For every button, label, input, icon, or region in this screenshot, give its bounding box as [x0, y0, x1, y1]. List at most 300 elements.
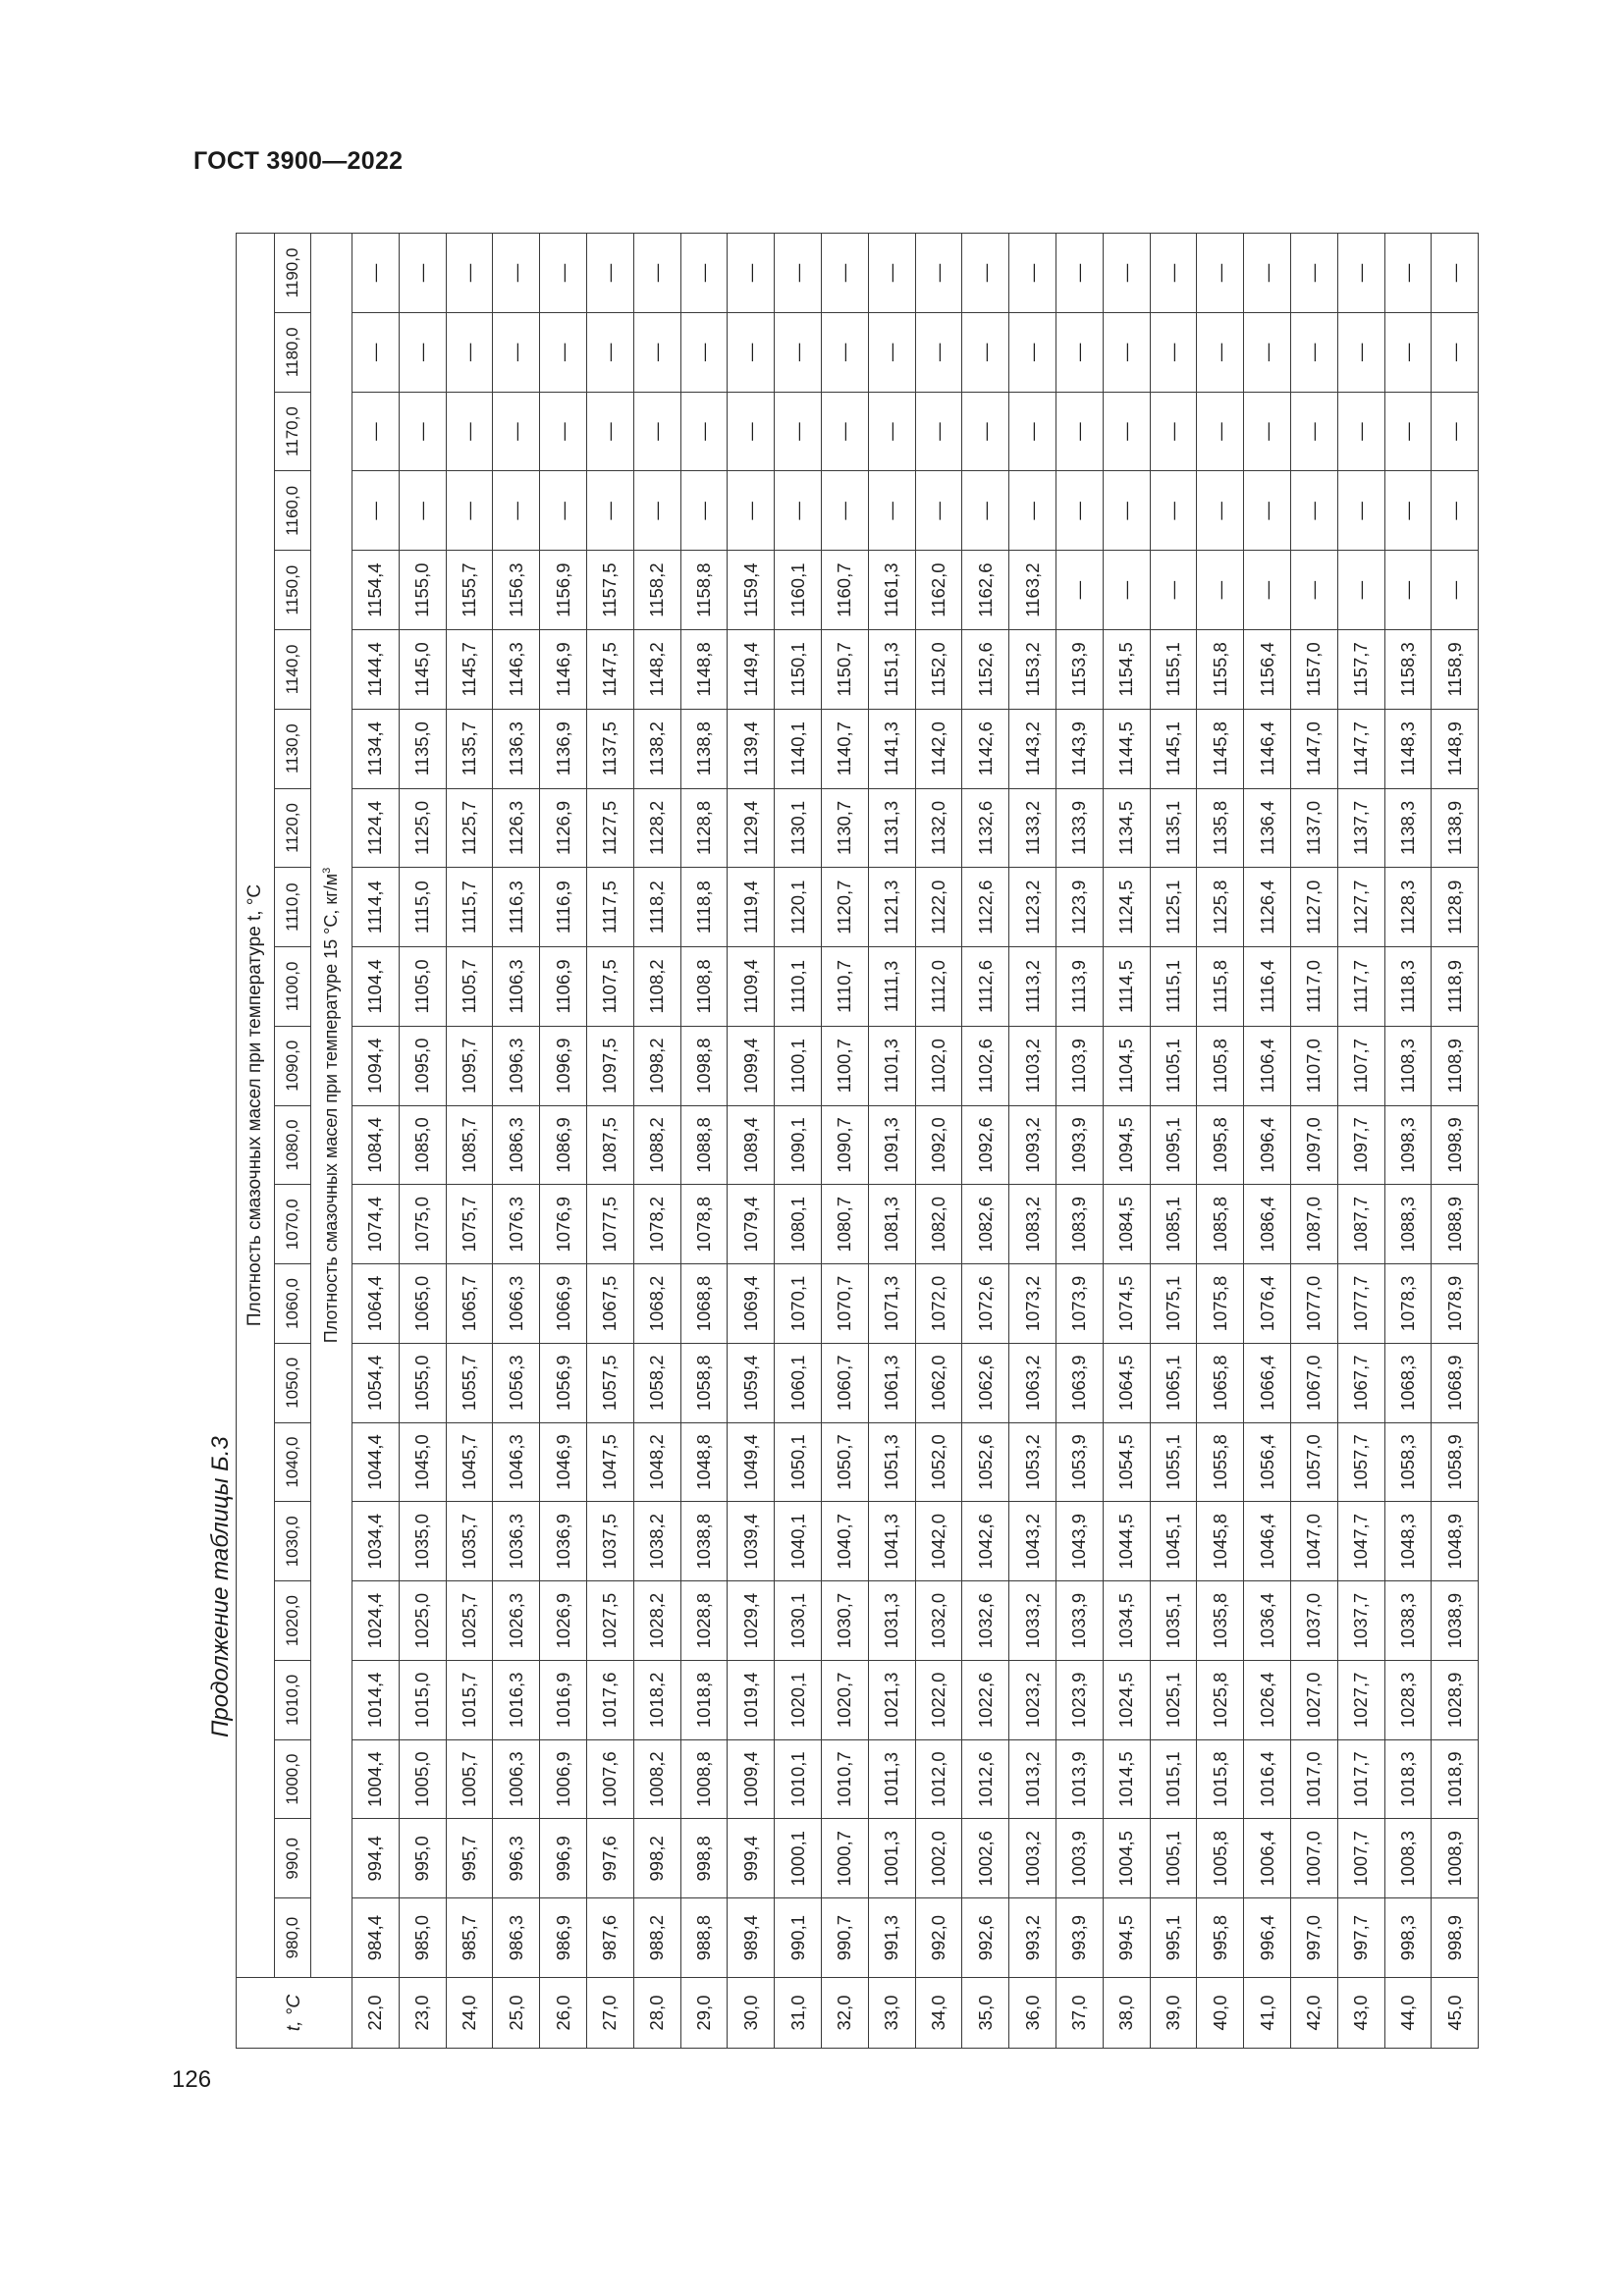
density-cell: —	[728, 234, 775, 313]
density-cell: 1033,9	[1056, 1581, 1103, 1661]
column-header: 1160,0	[275, 471, 311, 551]
density-cell: 1050,1	[775, 1422, 822, 1502]
density-cell: 1052,6	[962, 1422, 1009, 1502]
column-header: 1040,0	[275, 1422, 311, 1502]
column-header: 1110,0	[275, 868, 311, 947]
density-cell: 1005,1	[1150, 1819, 1197, 1898]
density-cell: —	[821, 471, 868, 551]
density-cell: 1141,3	[868, 709, 915, 788]
column-header: 1180,0	[275, 312, 311, 392]
table-row	[728, 234, 775, 2049]
density-cell: 1024,5	[1103, 1660, 1150, 1739]
table-row	[775, 234, 822, 2049]
density-cell: 1007,0	[1290, 1819, 1337, 1898]
density-cell: 1050,7	[821, 1422, 868, 1502]
density-cell: 1041,3	[868, 1502, 915, 1581]
density-cell: 1123,2	[1009, 868, 1056, 947]
density-cell: —	[586, 392, 633, 471]
density-cell: 1016,9	[540, 1660, 587, 1739]
density-cell: 1068,3	[1384, 1343, 1432, 1422]
density-cell: —	[1056, 551, 1103, 630]
density-cell: 1013,9	[1056, 1739, 1103, 1819]
density-cell: 995,1	[1150, 1898, 1197, 1978]
table-row	[446, 234, 493, 2049]
density-cell: 1018,3	[1384, 1739, 1432, 1819]
density-cell: 1147,0	[1290, 709, 1337, 788]
temperature-cell: 28,0	[633, 1978, 680, 2049]
density-cell: —	[1244, 551, 1291, 630]
table-row	[633, 234, 680, 2049]
density-cell: —	[1244, 234, 1291, 313]
density-cell: 1053,9	[1056, 1422, 1103, 1502]
density-cell: 1032,6	[962, 1581, 1009, 1661]
density-cell: —	[1432, 392, 1479, 471]
density-cell: —	[633, 312, 680, 392]
density-cell: 1058,3	[1384, 1422, 1432, 1502]
density-cell: —	[1432, 312, 1479, 392]
column-header: 980,0	[275, 1898, 311, 1978]
density-cell: 988,8	[680, 1898, 728, 1978]
density-cell: —	[399, 234, 446, 313]
density-cell: 1065,1	[1150, 1343, 1197, 1422]
density-cell: 1017,7	[1337, 1739, 1384, 1819]
density-cell: —	[821, 312, 868, 392]
density-cell: 1093,9	[1056, 1105, 1103, 1185]
density-cell: 1149,4	[728, 629, 775, 709]
density-cell: —	[1103, 551, 1150, 630]
density-cell: 1103,2	[1009, 1026, 1056, 1105]
table-row	[540, 234, 587, 2049]
density-cell: —	[1150, 392, 1197, 471]
density-cell: 1066,3	[493, 1264, 540, 1344]
table-row	[915, 234, 962, 2049]
density-cell: 1150,7	[821, 629, 868, 709]
column-header: 1170,0	[275, 392, 311, 471]
density-cell: 995,7	[446, 1819, 493, 1898]
density-cell: 1095,8	[1197, 1105, 1244, 1185]
document-header: ГОСТ 3900—2022	[193, 147, 404, 175]
density-cell: 1123,9	[1056, 868, 1103, 947]
density-cell: 1160,1	[775, 551, 822, 630]
density-cell: 1150,1	[775, 629, 822, 709]
density-cell: 1146,4	[1244, 709, 1291, 788]
density-cell: 1065,7	[446, 1264, 493, 1344]
density-cell: 990,1	[775, 1898, 822, 1978]
density-cell: —	[399, 471, 446, 551]
density-cell: —	[821, 234, 868, 313]
temperature-cell: 43,0	[1337, 1978, 1384, 2049]
density-cell: —	[821, 392, 868, 471]
density-cell: 1065,0	[399, 1264, 446, 1344]
density-cell: 1056,9	[540, 1343, 587, 1422]
density-cell: —	[352, 392, 400, 471]
density-cell: 1152,6	[962, 629, 1009, 709]
density-cell: 1094,4	[352, 1026, 400, 1105]
density-cell: 1035,1	[1150, 1581, 1197, 1661]
density-cell: 1088,2	[633, 1105, 680, 1185]
column-header: 1100,0	[275, 947, 311, 1027]
density-cell: 1035,8	[1197, 1581, 1244, 1661]
density-cell: 1155,8	[1197, 629, 1244, 709]
density-cell: 1156,3	[493, 551, 540, 630]
density-cell: —	[775, 234, 822, 313]
density-cell: 992,6	[962, 1898, 1009, 1978]
temperature-cell: 36,0	[1009, 1978, 1056, 2049]
density-cell: —	[868, 392, 915, 471]
temperature-cell: 29,0	[680, 1978, 728, 2049]
density-cell: 1045,1	[1150, 1502, 1197, 1581]
density-cell: —	[1009, 312, 1056, 392]
density-cell: 1136,3	[493, 709, 540, 788]
density-cell: 1142,6	[962, 709, 1009, 788]
density-cell: 1160,7	[821, 551, 868, 630]
density-cell: —	[1150, 471, 1197, 551]
density-cell: 1016,4	[1244, 1739, 1291, 1819]
density-cell: —	[1384, 471, 1432, 551]
temperature-cell: 24,0	[446, 1978, 493, 2049]
density-cell: 1075,8	[1197, 1264, 1244, 1344]
density-cell: 985,7	[446, 1898, 493, 1978]
density-cell: —	[962, 392, 1009, 471]
density-cell: 1135,8	[1197, 788, 1244, 868]
density-cell: 1155,7	[446, 551, 493, 630]
density-cell: 1058,8	[680, 1343, 728, 1422]
density-cell: 1158,8	[680, 551, 728, 630]
density-15-header: Плотность смазочных масел при температуре 15 °С, $кг/м^3$	[311, 234, 352, 1978]
density-cell: —	[1056, 234, 1103, 313]
density-cell: 986,3	[493, 1898, 540, 1978]
density-cell: 1038,9	[1432, 1581, 1479, 1661]
density-cell: 1155,0	[399, 551, 446, 630]
density-cell: —	[1197, 234, 1244, 313]
density-cell: —	[1337, 471, 1384, 551]
density-cell: —	[1432, 471, 1479, 551]
density-cell: 1066,9	[540, 1264, 587, 1344]
density-cell: 1088,9	[1432, 1185, 1479, 1264]
density-cell: —	[1290, 551, 1337, 630]
density-cell: 1096,9	[540, 1026, 587, 1105]
density-cell: —	[728, 312, 775, 392]
density-cell: —	[633, 234, 680, 313]
density-cell: 998,2	[633, 1819, 680, 1898]
density-cell: —	[1009, 234, 1056, 313]
density-cell: 1010,1	[775, 1739, 822, 1819]
density-cell: 1070,1	[775, 1264, 822, 1344]
density-cell: 1124,5	[1103, 868, 1150, 947]
density-cell: 1100,7	[821, 1026, 868, 1105]
density-cell: 1030,7	[821, 1581, 868, 1661]
density-cell: 1046,4	[1244, 1502, 1291, 1581]
table-row	[1290, 234, 1337, 2049]
density-cell: 1028,8	[680, 1581, 728, 1661]
density-cell: 1085,0	[399, 1105, 446, 1185]
density-cell: 1156,4	[1244, 629, 1291, 709]
column-header: 1190,0	[275, 234, 311, 313]
density-cell: 1059,4	[728, 1343, 775, 1422]
density-cell: 1056,4	[1244, 1422, 1291, 1502]
density-cell: 1126,4	[1244, 868, 1291, 947]
density-cell: 1136,9	[540, 709, 587, 788]
density-cell: 1115,0	[399, 868, 446, 947]
density-cell: 1148,8	[680, 629, 728, 709]
density-cell: 1115,1	[1150, 947, 1197, 1027]
temperature-cell: 41,0	[1244, 1978, 1291, 2049]
density-cell: 1080,1	[775, 1185, 822, 1264]
density-cell: 1016,3	[493, 1660, 540, 1739]
density-cell: 1015,0	[399, 1660, 446, 1739]
density-cell: 1019,4	[728, 1660, 775, 1739]
density-cell: 1126,9	[540, 788, 587, 868]
density-cell: 1104,5	[1103, 1026, 1150, 1105]
density-cell: 1020,1	[775, 1660, 822, 1739]
density-cell: 1049,4	[728, 1422, 775, 1502]
density-cell: —	[352, 312, 400, 392]
density-cell: 1087,0	[1290, 1185, 1337, 1264]
table-row	[1056, 234, 1103, 2049]
density-cell: —	[399, 312, 446, 392]
density-cell: —	[493, 234, 540, 313]
density-cell: 1078,8	[680, 1185, 728, 1264]
density-cell: 1062,0	[915, 1343, 962, 1422]
density-cell: 1085,7	[446, 1105, 493, 1185]
density-cell: 1121,3	[868, 868, 915, 947]
density-cell: 1159,4	[728, 551, 775, 630]
density-cell: 1006,9	[540, 1739, 587, 1819]
density-cell: 1031,3	[868, 1581, 915, 1661]
table-row	[1384, 234, 1432, 2049]
density-cell: —	[1103, 392, 1150, 471]
density-cell: —	[1337, 392, 1384, 471]
density-cell: 1042,6	[962, 1502, 1009, 1581]
density-cell: 1096,4	[1244, 1105, 1291, 1185]
table-row	[1197, 234, 1244, 2049]
density-cell: 1105,1	[1150, 1026, 1197, 1105]
density-cell: 1078,9	[1432, 1264, 1479, 1344]
density-cell: 988,2	[633, 1898, 680, 1978]
density-cell: 990,7	[821, 1898, 868, 1978]
density-cell: 1040,7	[821, 1502, 868, 1581]
density-cell: 1152,0	[915, 629, 962, 709]
temperature-cell: 37,0	[1056, 1978, 1103, 2049]
density-cell: 1157,7	[1337, 629, 1384, 709]
table-row	[821, 234, 868, 2049]
density-cell: 1110,1	[775, 947, 822, 1027]
density-cell: 1114,4	[352, 868, 400, 947]
density-cell: 1037,7	[1337, 1581, 1384, 1661]
density-cell: —	[540, 392, 587, 471]
density-cell: 1037,0	[1290, 1581, 1337, 1661]
density-cell: 1057,7	[1337, 1422, 1384, 1502]
temperature-cell: 27,0	[586, 1978, 633, 2049]
density-cell: 1002,6	[962, 1819, 1009, 1898]
density-cell: 1027,5	[586, 1581, 633, 1661]
density-cell: —	[352, 471, 400, 551]
density-cell: 1054,5	[1103, 1422, 1150, 1502]
density-cell: —	[915, 471, 962, 551]
density-cell: —	[1056, 392, 1103, 471]
density-cell: 991,3	[868, 1898, 915, 1978]
density-cell: 1048,8	[680, 1422, 728, 1502]
density-cell: 1035,7	[446, 1502, 493, 1581]
density-cell: 1106,4	[1244, 1026, 1291, 1105]
density-cell: 1028,9	[1432, 1660, 1479, 1739]
density-cell: 1106,3	[493, 947, 540, 1027]
density-cell: —	[1009, 392, 1056, 471]
density-cell: 1063,2	[1009, 1343, 1056, 1422]
density-cell: 1122,6	[962, 868, 1009, 947]
density-cell: 1099,4	[728, 1026, 775, 1105]
density-cell: —	[446, 234, 493, 313]
density-cell: 1117,0	[1290, 947, 1337, 1027]
density-cell: 1156,9	[540, 551, 587, 630]
density-cell: 1012,0	[915, 1739, 962, 1819]
density-cell: 1076,3	[493, 1185, 540, 1264]
density-cell: 1092,0	[915, 1105, 962, 1185]
density-cell: 1083,9	[1056, 1185, 1103, 1264]
density-cell: 1085,1	[1150, 1185, 1197, 1264]
density-cell: 1006,3	[493, 1739, 540, 1819]
density-cell: —	[1290, 471, 1337, 551]
density-cell: 1138,8	[680, 709, 728, 788]
density-cell: 1074,4	[352, 1185, 400, 1264]
density-cell: 1066,4	[1244, 1343, 1291, 1422]
density-cell: 997,7	[1337, 1898, 1384, 1978]
density-cell: 1044,5	[1103, 1502, 1150, 1581]
density-cell: 1015,1	[1150, 1739, 1197, 1819]
density-cell: —	[493, 312, 540, 392]
density-cell: 995,8	[1197, 1898, 1244, 1978]
density-cell: 1004,5	[1103, 1819, 1150, 1898]
density-cell: 1097,7	[1337, 1105, 1384, 1185]
density-cell: 1043,9	[1056, 1502, 1103, 1581]
density-cell: 1040,1	[775, 1502, 822, 1581]
density-table	[236, 233, 1479, 2049]
density-cell: 1036,9	[540, 1502, 587, 1581]
density-cell: 1006,4	[1244, 1819, 1291, 1898]
density-cell: 1005,0	[399, 1739, 446, 1819]
density-cell: —	[493, 471, 540, 551]
density-cell: —	[680, 392, 728, 471]
density-cell: 1010,7	[821, 1739, 868, 1819]
column-header: 1010,0	[275, 1660, 311, 1739]
table-row	[1432, 234, 1479, 2049]
density-cell: 1018,9	[1432, 1739, 1479, 1819]
density-cell: 1134,4	[352, 709, 400, 788]
density-cell: 1098,8	[680, 1026, 728, 1105]
density-cell: 1137,7	[1337, 788, 1384, 868]
density-cell: 1117,7	[1337, 947, 1384, 1027]
density-cell: 1015,8	[1197, 1739, 1244, 1819]
density-cell: 1017,0	[1290, 1739, 1337, 1819]
density-cell: 989,4	[728, 1898, 775, 1978]
density-cell: 1068,9	[1432, 1343, 1479, 1422]
density-cell: 1034,4	[352, 1502, 400, 1581]
density-cell: 1027,0	[1290, 1660, 1337, 1739]
density-cell: 1009,4	[728, 1739, 775, 1819]
density-cell: 1146,3	[493, 629, 540, 709]
density-cell: 1000,7	[821, 1819, 868, 1898]
density-cell: 1101,3	[868, 1026, 915, 1105]
density-cell: —	[1197, 551, 1244, 630]
density-cell: —	[1337, 312, 1384, 392]
density-cell: 1003,2	[1009, 1819, 1056, 1898]
density-cell: 1021,3	[868, 1660, 915, 1739]
density-cell: 1008,2	[633, 1739, 680, 1819]
density-cell: 1127,0	[1290, 868, 1337, 947]
density-cell: 1148,3	[1384, 709, 1432, 788]
density-cell: 1127,7	[1337, 868, 1384, 947]
density-cell: —	[1384, 312, 1432, 392]
density-cell: 1124,4	[352, 788, 400, 868]
density-cell: 992,0	[915, 1898, 962, 1978]
density-cell: 1108,9	[1432, 1026, 1479, 1105]
density-cell: —	[1197, 471, 1244, 551]
density-cell: 1076,4	[1244, 1264, 1291, 1344]
density-cell: 999,4	[728, 1819, 775, 1898]
density-cell: 1158,2	[633, 551, 680, 630]
table-row	[1244, 234, 1291, 2049]
density-cell: 1092,6	[962, 1105, 1009, 1185]
density-cell: 1126,3	[493, 788, 540, 868]
density-cell: 1012,6	[962, 1739, 1009, 1819]
density-cell: —	[540, 312, 587, 392]
density-cell: —	[775, 471, 822, 551]
density-cell: 1028,3	[1384, 1660, 1432, 1739]
density-cell: —	[868, 471, 915, 551]
density-cell: 1093,2	[1009, 1105, 1056, 1185]
density-cell: 1063,9	[1056, 1343, 1103, 1422]
density-cell: 1005,8	[1197, 1819, 1244, 1898]
density-cell: 1030,1	[775, 1581, 822, 1661]
density-cell: 1091,3	[868, 1105, 915, 1185]
density-cell: 1120,7	[821, 868, 868, 947]
density-cell: 1074,5	[1103, 1264, 1150, 1344]
density-cell: 1153,9	[1056, 629, 1103, 709]
table-caption-container	[204, 1436, 238, 1737]
density-cell: 1136,4	[1244, 788, 1291, 868]
density-cell: 1129,4	[728, 788, 775, 868]
density-cell: —	[728, 471, 775, 551]
table-row	[1103, 234, 1150, 2049]
density-cell: 985,0	[399, 1898, 446, 1978]
density-cell: 1115,7	[446, 868, 493, 947]
density-cell: 1163,2	[1009, 551, 1056, 630]
density-cell: 1133,2	[1009, 788, 1056, 868]
density-cell: 1000,1	[775, 1819, 822, 1898]
density-cell: —	[1244, 471, 1291, 551]
density-cell: 1145,0	[399, 629, 446, 709]
density-cell: 1048,3	[1384, 1502, 1432, 1581]
density-cell: 1100,1	[775, 1026, 822, 1105]
density-cell: —	[915, 312, 962, 392]
density-cell: 1112,0	[915, 947, 962, 1027]
density-cell: —	[962, 234, 1009, 313]
density-cell: 1054,4	[352, 1343, 400, 1422]
density-cell: 1018,2	[633, 1660, 680, 1739]
density-cell: 1086,9	[540, 1105, 587, 1185]
density-cell: 1107,7	[1337, 1026, 1384, 1105]
density-cell: 1157,0	[1290, 629, 1337, 709]
density-cell: —	[1056, 471, 1103, 551]
density-cell: 1113,2	[1009, 947, 1056, 1027]
density-cell: 1046,3	[493, 1422, 540, 1502]
density-cell: 1076,9	[540, 1185, 587, 1264]
density-cell: 1095,7	[446, 1026, 493, 1105]
temperature-cell: 44,0	[1384, 1978, 1432, 2049]
density-cell: 1047,7	[1337, 1502, 1384, 1581]
density-cell: 1146,9	[540, 629, 587, 709]
column-header: 1090,0	[275, 1026, 311, 1105]
